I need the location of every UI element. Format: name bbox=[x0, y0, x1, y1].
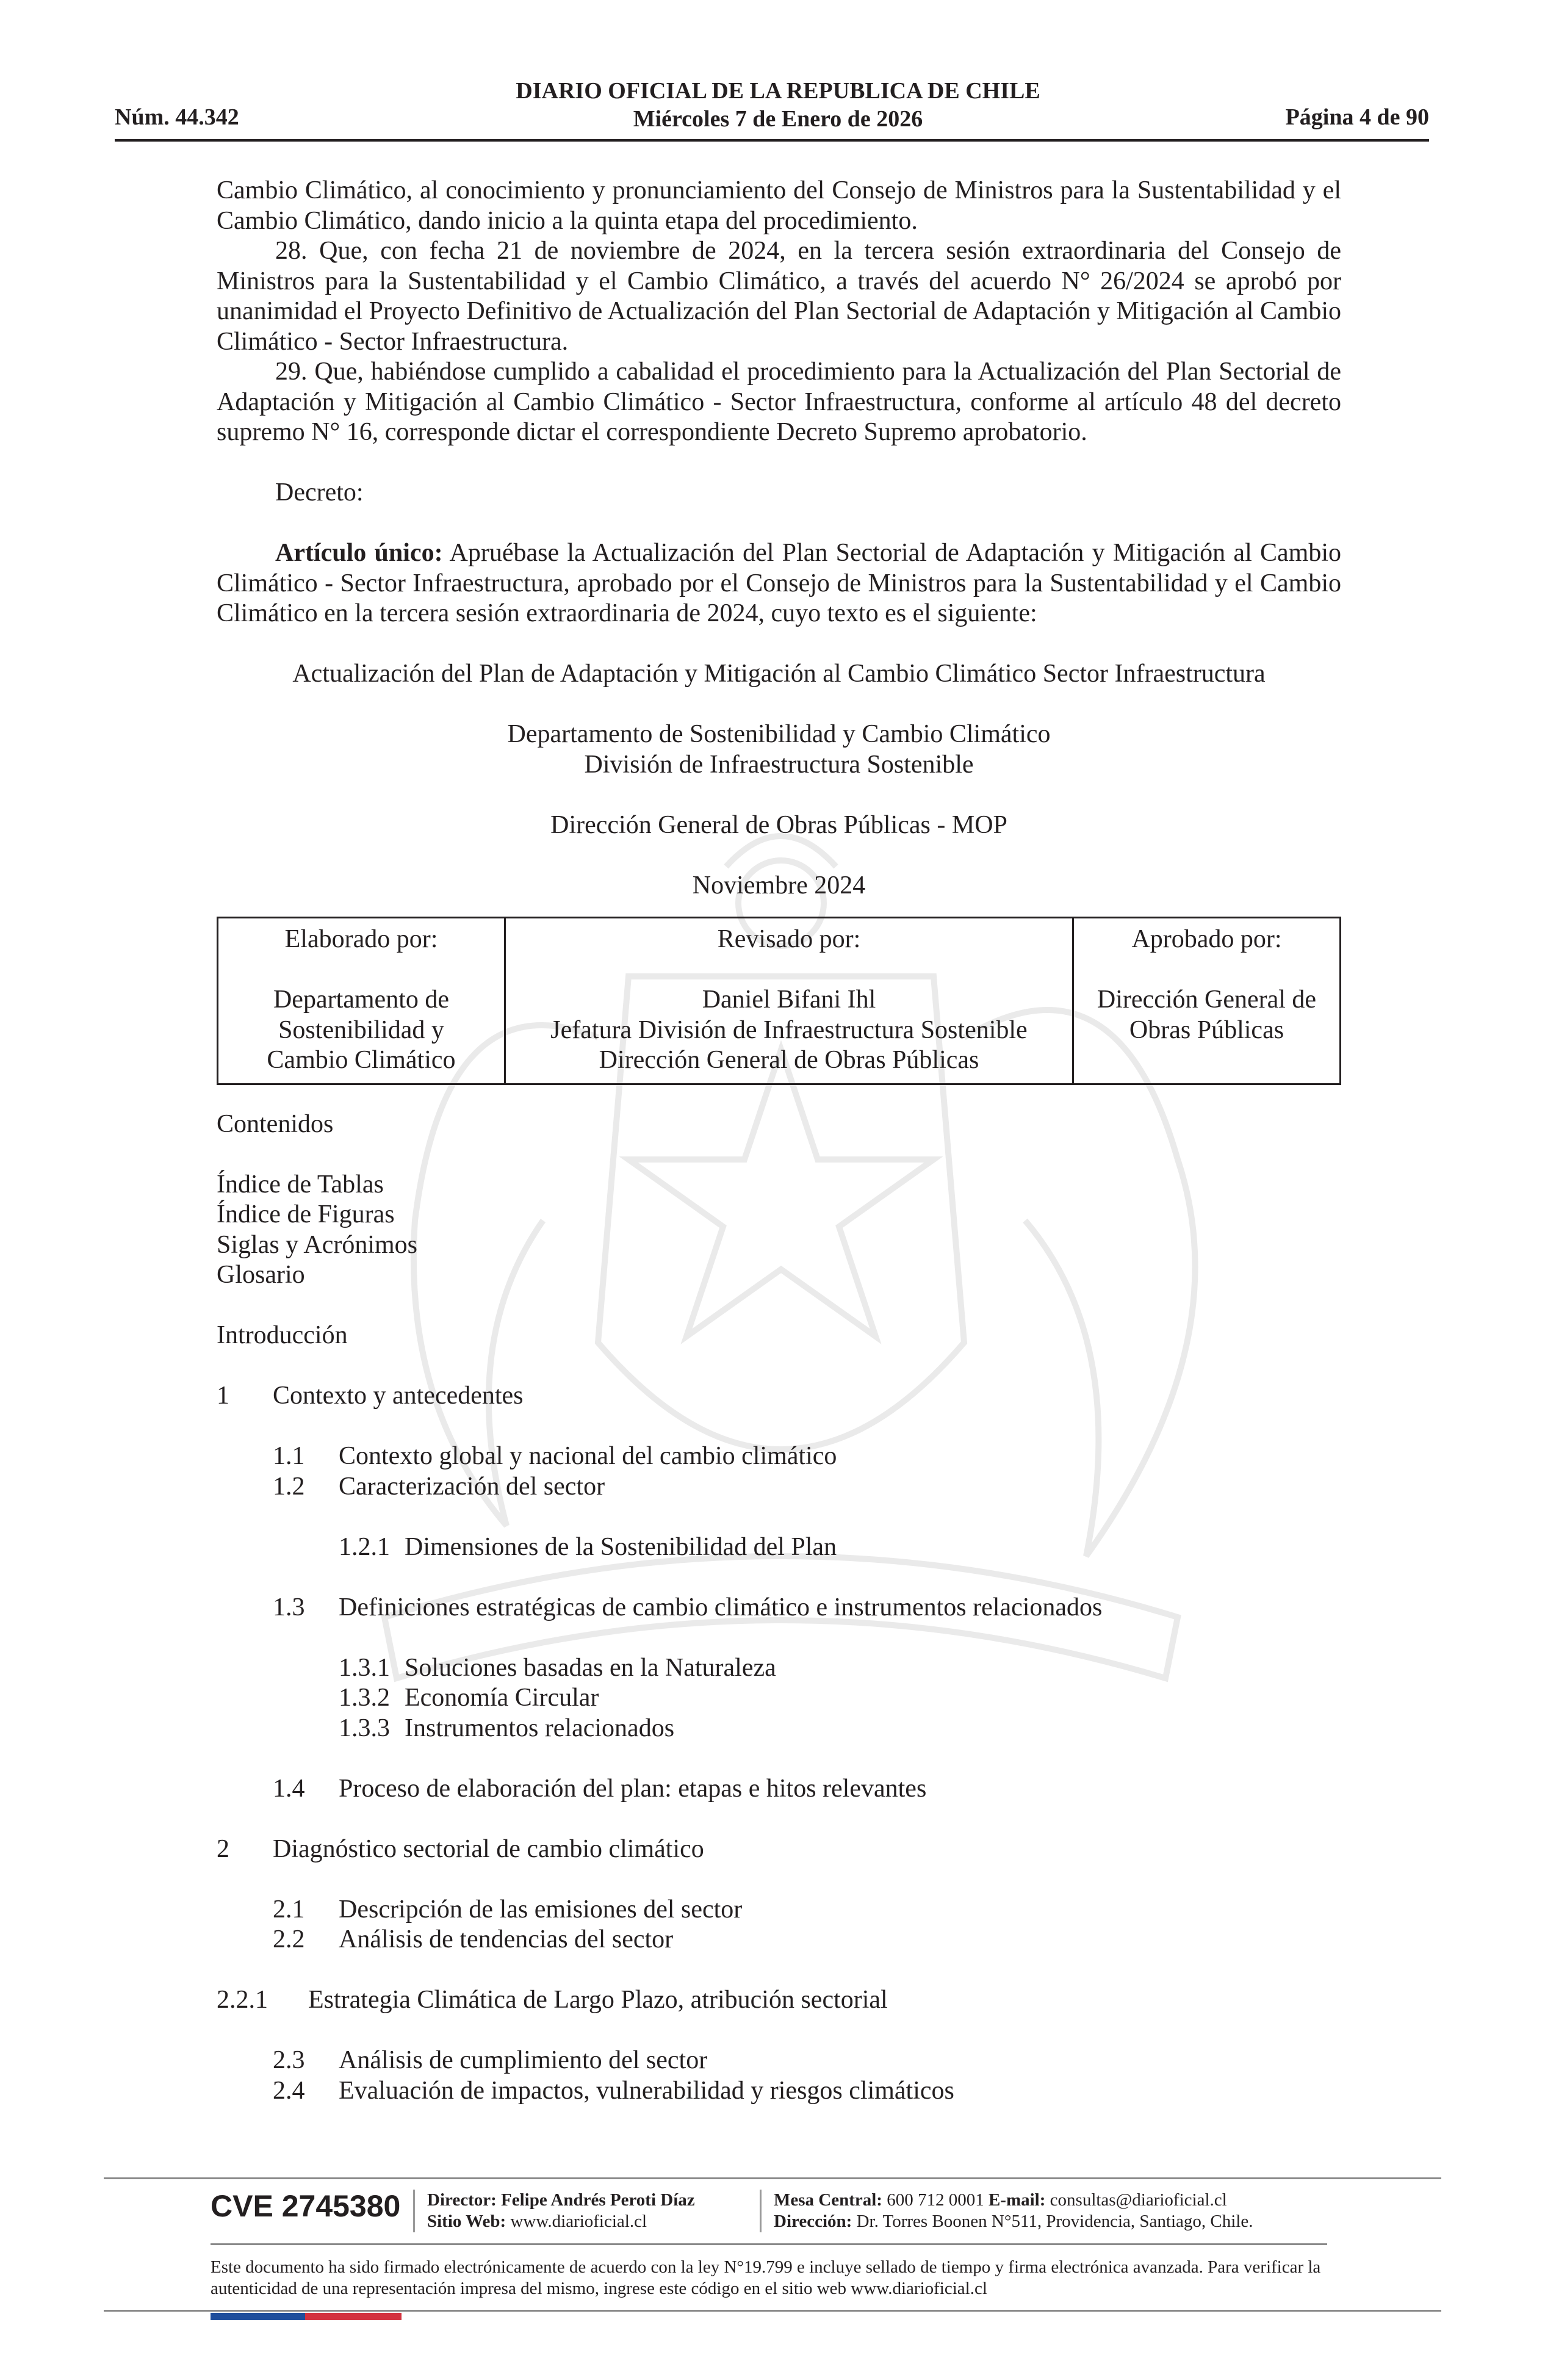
toc-number: 1.3.3 bbox=[339, 1714, 390, 1742]
toc-entry bbox=[273, 1925, 1341, 1955]
approval-line: Obras Públicas bbox=[1129, 1015, 1284, 1044]
website-label: Sitio Web: bbox=[427, 2212, 506, 2231]
department-name: Departamento de Sostenibilidad y Cambio Climático bbox=[507, 720, 1051, 748]
toc-entry bbox=[273, 2046, 1341, 2076]
toc-front-item: Índice de Tablas bbox=[217, 1170, 384, 1199]
toc-number: 2 bbox=[217, 1834, 229, 1863]
footer-contact-block bbox=[774, 2190, 1253, 2232]
directorate-name: Dirección General de Obras Públicas - MOP bbox=[550, 810, 1007, 839]
approval-cell-elaborado bbox=[218, 918, 505, 1084]
cve-code: CVE 2745380 bbox=[211, 2189, 401, 2223]
approval-line: Cambio Climático bbox=[267, 1046, 456, 1074]
toc-number: 1.4 bbox=[273, 1774, 305, 1803]
footer-separator bbox=[413, 2190, 415, 2232]
toc-number: 1.3.2 bbox=[339, 1684, 390, 1712]
toc-number: 1.2 bbox=[273, 1472, 305, 1501]
address-label: Dirección: bbox=[774, 2212, 852, 2231]
approval-line: Jefatura División de Infraestructura Sostenible bbox=[550, 1015, 1028, 1044]
mesa-label: Mesa Central: bbox=[774, 2190, 882, 2210]
toc-label: Soluciones basadas en la Naturaleza bbox=[405, 1653, 776, 1682]
toc-label: Contexto y antecedentes bbox=[273, 1382, 524, 1410]
address-text: Dr. Torres Boonen N°511, Providencia, Santiago, Chile. bbox=[856, 2212, 1253, 2231]
toc-number: 1.2.1 bbox=[339, 1532, 390, 1561]
articulo-unico bbox=[217, 538, 1341, 629]
toc-number: 1.3 bbox=[273, 1593, 305, 1621]
approval-line: Dirección General de bbox=[1097, 986, 1317, 1014]
toc-entry bbox=[339, 1714, 1341, 1744]
toc-front-item: Índice de Figuras bbox=[217, 1200, 395, 1228]
legal-notice: Este documento ha sido firmado electrónicamente de acuerdo con la ley N°19.799 e incluye sellado de tiempo y firma electrónica avanzada. Para verificar la autenticidad de una representación impresa del mismo, ingrese este código en el sitio web www.diarioficial.cl bbox=[211, 2257, 1321, 2298]
toc-number: 1 bbox=[217, 1382, 229, 1410]
toc-entry bbox=[273, 1472, 1341, 1502]
toc-entry bbox=[339, 1532, 1341, 1563]
director-name: Felipe Andrés Peroti Díaz bbox=[501, 2190, 695, 2210]
toc-entry bbox=[273, 1593, 1341, 1623]
issue-number: Núm. 44.342 bbox=[115, 104, 239, 130]
paragraph-continuation: Cambio Climático, al conocimiento y pronunciamiento del Consejo de Ministros para la Sustentabilidad y el Cambio Climático, dando inicio a la quinta etapa del procedimiento. bbox=[217, 176, 1341, 235]
toc-label: Dimensiones de la Sostenibilidad del Plan bbox=[405, 1532, 837, 1561]
footer-separator bbox=[760, 2190, 762, 2232]
footer-divider-top bbox=[104, 2177, 1441, 2179]
footer-divider-bottom bbox=[104, 2310, 1441, 2312]
toc-front-item: Glosario bbox=[217, 1261, 305, 1289]
division-name: División de Infraestructura Sostenible bbox=[584, 750, 974, 779]
flag-stripe-red bbox=[305, 2313, 402, 2320]
masthead-date: Miércoles 7 de Enero de 2026 bbox=[633, 106, 923, 132]
toc-number: 2.1 bbox=[273, 1895, 305, 1924]
page-indicator: Página 4 de 90 bbox=[1285, 104, 1429, 130]
toc-label: Definiciones estratégicas de cambio climático e instrumentos relacionados bbox=[339, 1593, 1103, 1621]
masthead-title: DIARIO OFICIAL DE LA REPUBLICA DE CHILE bbox=[516, 78, 1040, 104]
approval-header: Elaborado por: bbox=[284, 925, 438, 953]
toc-entry bbox=[217, 1381, 1341, 1412]
paragraph-29: 29. Que, habiéndose cumplido a cabalidad el procedimiento para la Actualización del Plan Sectorial de Adaptación y Mitigación al Cambio Climático - Sector Infraestructura, conforme al artículo 48 del decreto supremo N° 16, corresponde dictar el correspondiente Decreto Supremo aprobatorio. bbox=[217, 358, 1341, 446]
flag-stripe-blue bbox=[211, 2313, 305, 2320]
toc-front-item: Siglas y Acrónimos bbox=[217, 1230, 418, 1259]
toc-number: 2.2 bbox=[273, 1925, 305, 1953]
toc-label: Instrumentos relacionados bbox=[405, 1714, 675, 1742]
header-divider bbox=[115, 139, 1429, 142]
toc-number: 2.4 bbox=[273, 2076, 305, 2105]
toc-entry bbox=[339, 1653, 1341, 1684]
toc-heading: Contenidos bbox=[217, 1109, 334, 1138]
articulo-text: Apruébase la Actualización del Plan Sectorial de Adaptación y Mitigación al Cambio Climático - Sector Infraestructura, aprobado por el Consejo de Ministros para la Sustentabilidad y el Cambio Climático en la tercera sesión extraordinaria de 2024, cuyo texto es el siguiente: bbox=[217, 539, 1341, 627]
toc-label: Proceso de elaboración del plan: etapas e hitos relevantes bbox=[339, 1774, 927, 1803]
email-link[interactable]: consultas@diarioficial.cl bbox=[1050, 2190, 1227, 2210]
toc-entry bbox=[273, 1774, 1341, 1805]
toc-number: 1.1 bbox=[273, 1442, 305, 1470]
mesa-phone: 600 712 0001 bbox=[887, 2190, 984, 2210]
toc-label: Análisis de cumplimiento del sector bbox=[339, 2046, 708, 2074]
toc-entry bbox=[217, 1834, 1341, 1865]
toc-label: Evaluación de impactos, vulnerabilidad y riesgos climáticos bbox=[339, 2076, 954, 2105]
toc-number: 1.3.1 bbox=[339, 1653, 390, 1682]
toc-entry bbox=[217, 1985, 1341, 2016]
approval-line: Departamento de bbox=[273, 986, 450, 1014]
toc-number: 2.3 bbox=[273, 2046, 305, 2074]
toc-entry bbox=[273, 2076, 1341, 2107]
approval-line: Daniel Bifani Ihl bbox=[702, 986, 876, 1014]
toc-entry bbox=[273, 1441, 1341, 1472]
toc-label: Análisis de tendencias del sector bbox=[339, 1925, 674, 1953]
website-link[interactable]: www.diarioficial.cl bbox=[510, 2212, 647, 2231]
articulo-label: Artículo único: bbox=[275, 539, 443, 567]
toc-intro: Introducción bbox=[217, 1321, 348, 1349]
toc-entry bbox=[273, 1895, 1341, 1925]
toc-entry bbox=[339, 1683, 1341, 1714]
toc-label: Caracterización del sector bbox=[339, 1472, 605, 1501]
toc-label: Contexto global y nacional del cambio climático bbox=[339, 1442, 837, 1470]
director-label: Director: bbox=[427, 2190, 497, 2210]
toc-label: Diagnóstico sectorial de cambio climático bbox=[273, 1834, 704, 1863]
approval-cell-revisado bbox=[505, 918, 1073, 1084]
toc-label: Economía Circular bbox=[405, 1684, 599, 1712]
plan-date: Noviembre 2024 bbox=[692, 871, 866, 900]
paragraph-28: 28. Que, con fecha 21 de noviembre de 2024, en la tercera sesión extraordinaria del Consejo de Ministros para la Sustentabilidad y el Cambio Climático, a través del acuerdo N° 26/2024 se aprobó por unanimidad el Proyecto Definitivo de Actualización del Plan Sectorial de Adaptación y Mitigación al Cambio Climático - Sector Infraestructura. bbox=[217, 237, 1341, 356]
footer-divider-middle bbox=[211, 2243, 1327, 2245]
toc-number: 2.2.1 bbox=[217, 1986, 268, 2014]
toc-label: Estrategia Climática de Largo Plazo, atribución sectorial bbox=[308, 1986, 888, 2014]
approval-cell-aprobado bbox=[1073, 918, 1341, 1084]
approval-header: Aprobado por: bbox=[1131, 925, 1282, 953]
approval-table bbox=[217, 917, 1341, 1085]
decreto-heading: Decreto: bbox=[275, 478, 364, 507]
footer-director-block bbox=[427, 2190, 695, 2232]
email-label: E-mail: bbox=[988, 2190, 1046, 2210]
approval-header: Revisado por: bbox=[717, 925, 861, 953]
approval-line: Dirección General de Obras Públicas bbox=[599, 1046, 979, 1074]
document-body bbox=[217, 176, 1341, 2106]
toc-label: Descripción de las emisiones del sector bbox=[339, 1895, 743, 1924]
plan-title: Actualización del Plan de Adaptación y Mitigación al Cambio Climático Sector Infraestructura bbox=[292, 660, 1266, 688]
approval-line: Sostenibilidad y bbox=[278, 1015, 444, 1044]
